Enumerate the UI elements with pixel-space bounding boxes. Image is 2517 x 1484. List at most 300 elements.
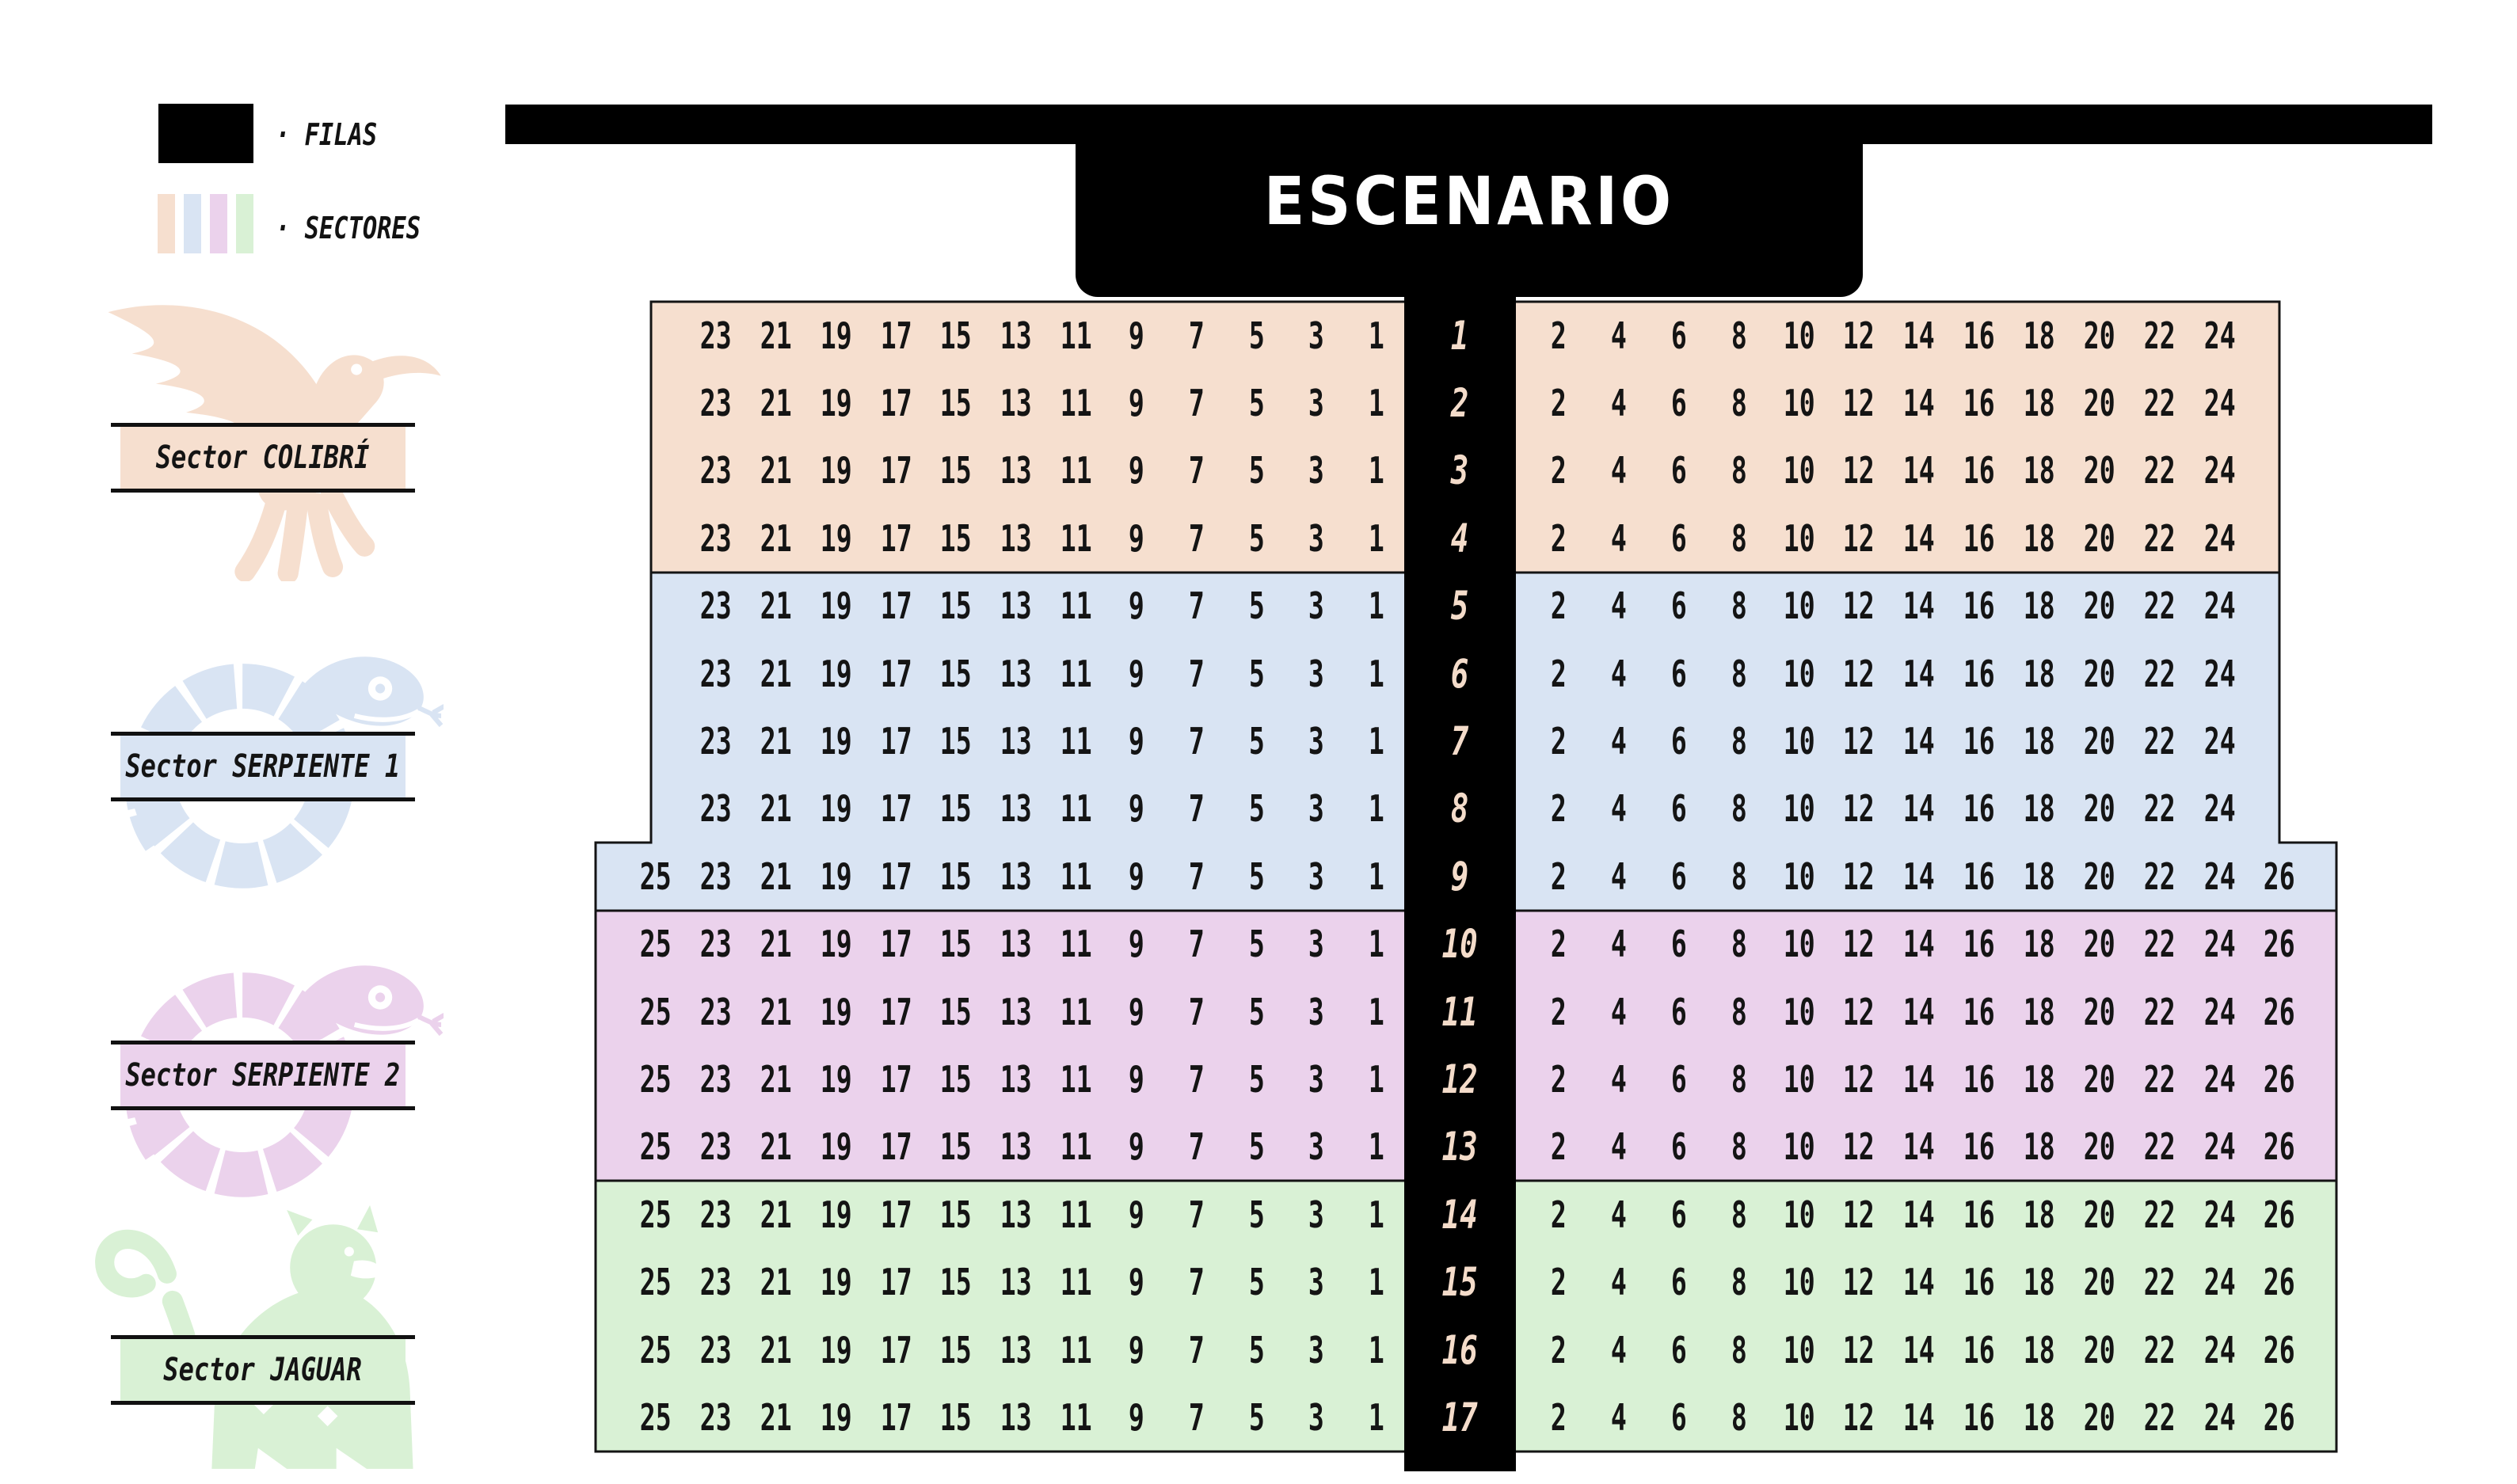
seat-cell (1046, 978, 1106, 1045)
seat-cell (1106, 504, 1167, 572)
seat-cell (1949, 437, 2009, 504)
seat-cell (986, 1383, 1046, 1451)
seat-number: 4 (1610, 382, 1627, 425)
seat-number: 14 (1903, 382, 1935, 425)
seat-number: 25 (639, 1125, 672, 1169)
seat-cell (1589, 640, 1649, 707)
seat-number: 3 (1308, 314, 1325, 357)
seat-number: 8 (1731, 923, 1747, 966)
seat-number: 13 (1000, 449, 1032, 493)
seat-cell (866, 369, 926, 436)
seat-cell (986, 911, 1046, 978)
seat-number: 25 (639, 1193, 672, 1236)
seat-cell (1046, 843, 1106, 910)
seat-number: 2 (1550, 990, 1567, 1033)
seat-cell (1589, 843, 1649, 910)
seat-cell (2129, 707, 2189, 774)
seat-number: 5 (1248, 584, 1265, 628)
seat-number: 17 (880, 990, 912, 1033)
seat-cell (1046, 775, 1106, 843)
seat-cell (926, 978, 986, 1045)
seat-cell (866, 640, 926, 707)
seat-cell (2189, 369, 2249, 436)
seat-cell (1167, 302, 1227, 369)
seat-cells-right (1529, 504, 2309, 572)
seat-number: 23 (699, 449, 732, 493)
seat-cells-right (1529, 1113, 2309, 1181)
seat-cell (1346, 504, 1407, 572)
seat-cell (1346, 978, 1407, 1045)
seat-number: 12 (1843, 652, 1875, 695)
seat-cell (986, 640, 1046, 707)
seat-cell (806, 707, 866, 774)
seat-number: 21 (760, 449, 792, 493)
seat-number: 14 (1903, 1328, 1935, 1372)
seat-number: 5 (1248, 652, 1265, 695)
seat-cell (806, 504, 866, 572)
seat-cell (1829, 1249, 1889, 1316)
seat-cell (806, 775, 866, 843)
seat-cell (1529, 707, 1589, 774)
seat-cell (1286, 369, 1346, 436)
seat-number: 20 (2083, 516, 2115, 560)
seat-number: 13 (1000, 1261, 1032, 1304)
seat-cells-right (1529, 1316, 2309, 1383)
seat-cells-right (1529, 1181, 2309, 1248)
seat-number: 12 (1843, 1193, 1875, 1236)
seat-number: 7 (1188, 1396, 1205, 1440)
seat-cell (1709, 843, 1769, 910)
seat-cell (2249, 1316, 2309, 1383)
seat-number: 25 (639, 1328, 672, 1372)
seat-number: 10 (1783, 584, 1815, 628)
seat-cell (1106, 1181, 1167, 1248)
seat-number: 24 (2203, 787, 2236, 831)
seat-cell (806, 640, 866, 707)
seat-number: 12 (1843, 923, 1875, 966)
seat-number: 23 (699, 1193, 732, 1236)
seat-cell (1769, 504, 1829, 572)
seat-cells-left (626, 1045, 1407, 1113)
seat-cell (1346, 369, 1407, 436)
row-number-cell (1404, 573, 1516, 640)
seat-number: 20 (2083, 854, 2115, 898)
seat-cell (806, 911, 866, 978)
seat-number: 10 (1783, 923, 1815, 966)
seat-cell (746, 504, 806, 572)
seat-number: 21 (760, 1396, 792, 1440)
seat-row (0, 640, 2517, 707)
seat-number: 11 (1060, 854, 1092, 898)
seat-cell (2070, 302, 2130, 369)
row-number-cell (1404, 1113, 1516, 1181)
seat-number: 8 (1731, 516, 1747, 560)
seat-number: 6 (1670, 990, 1687, 1033)
seat-cell (1949, 843, 2009, 910)
seat-cell (926, 775, 986, 843)
seat-cell (2249, 302, 2309, 369)
seat-row (0, 1113, 2517, 1181)
seat-cells-left (626, 1113, 1407, 1181)
seat-number: 17 (880, 923, 912, 966)
seat-number: 1 (1369, 1396, 1385, 1440)
seat-cell (2009, 437, 2070, 504)
seat-number: 17 (880, 1396, 912, 1440)
row-number: 15 (1441, 1259, 1479, 1306)
seat-cell (1286, 1316, 1346, 1383)
seat-cell (1769, 1249, 1829, 1316)
seat-number: 17 (880, 516, 912, 560)
seat-cell (1769, 1113, 1829, 1181)
seat-number: 11 (1060, 584, 1092, 628)
seat-number: 21 (760, 1261, 792, 1304)
seat-number: 1 (1369, 314, 1385, 357)
seat-number: 9 (1128, 382, 1144, 425)
seat-cell (2009, 640, 2070, 707)
seat-number: 9 (1128, 1193, 1144, 1236)
seat-number: 18 (2023, 1058, 2055, 1102)
row-number: 6 (1451, 650, 1469, 697)
seat-number: 15 (940, 1261, 973, 1304)
seat-cell (1346, 1249, 1407, 1316)
seat-cell (1889, 369, 1949, 436)
seat-cell (746, 1383, 806, 1451)
seat-number: 12 (1843, 1058, 1875, 1102)
seat-cell (1167, 369, 1227, 436)
seat-number: 13 (1000, 314, 1032, 357)
seat-number: 14 (1903, 516, 1935, 560)
seat-number: 9 (1128, 787, 1144, 831)
seat-cell (2070, 1383, 2130, 1451)
seat-number: 6 (1670, 1193, 1687, 1236)
seat-cell (2189, 843, 2249, 910)
seat-cell (2129, 437, 2189, 504)
seat-cells-left (626, 1383, 1407, 1451)
seat-cell (1346, 843, 1407, 910)
seat-cell (1649, 1113, 1709, 1181)
seat-cell (1167, 1113, 1227, 1181)
seat-number: 25 (639, 1058, 672, 1102)
seat-cell (1949, 573, 2009, 640)
seat-cell (2129, 640, 2189, 707)
row-number-cell (1404, 640, 1516, 707)
seat-cell (1346, 1316, 1407, 1383)
seat-number: 7 (1188, 584, 1205, 628)
seat-cell (926, 504, 986, 572)
seat-cell (1046, 640, 1106, 707)
seat-cell (1889, 1113, 1949, 1181)
seat-number: 19 (820, 1125, 852, 1169)
row-number: 12 (1441, 1056, 1479, 1103)
seat-number: 18 (2023, 1396, 2055, 1440)
seat-number: 2 (1550, 1396, 1567, 1440)
seat-cell (1649, 1181, 1709, 1248)
seat-cells-left (626, 843, 1407, 910)
seat-number: 6 (1670, 449, 1687, 493)
seat-cell (1167, 1045, 1227, 1113)
seat-cell (2070, 1316, 2130, 1383)
seat-number: 7 (1188, 720, 1205, 763)
seat-cell (1829, 573, 1889, 640)
seat-number: 5 (1248, 314, 1265, 357)
seat-cell (1709, 978, 1769, 1045)
seat-number: 17 (880, 720, 912, 763)
seat-cell (1829, 437, 1889, 504)
seat-number: 5 (1248, 923, 1265, 966)
sector-label-text: Sector SERPIENTE 2 (125, 1057, 401, 1094)
seat-number: 12 (1843, 1261, 1875, 1304)
seat-cell (626, 843, 686, 910)
seat-cell (1046, 369, 1106, 436)
seat-number: 14 (1903, 584, 1935, 628)
seat-number: 20 (2083, 1328, 2115, 1372)
seat-cell (1829, 1045, 1889, 1113)
seat-number: 4 (1610, 1193, 1627, 1236)
seat-number: 24 (2203, 314, 2236, 357)
filas-label: · FILAS (276, 117, 378, 152)
row-number-cell (1404, 437, 1516, 504)
seat-cell (1649, 978, 1709, 1045)
seat-cell (1709, 504, 1769, 572)
seat-cell (2070, 707, 2130, 774)
seat-number: 17 (880, 854, 912, 898)
seat-number: 10 (1783, 1328, 1815, 1372)
seat-cell (1829, 1113, 1889, 1181)
seat-cell (1167, 707, 1227, 774)
seat-cells-left (626, 369, 1407, 436)
seat-cell (1949, 1045, 2009, 1113)
seat-row (0, 504, 2517, 572)
seat-cell (2249, 1181, 2309, 1248)
seat-cells-right (1529, 1249, 2309, 1316)
seat-number: 7 (1188, 990, 1205, 1033)
seat-cell (1949, 1249, 2009, 1316)
seat-number: 21 (760, 1328, 792, 1372)
seat-cell (866, 1181, 926, 1248)
seat-cell (866, 775, 926, 843)
seat-number: 18 (2023, 720, 2055, 763)
seat-cell (1829, 504, 1889, 572)
seat-number: 21 (760, 516, 792, 560)
seat-cell (1649, 504, 1709, 572)
seat-cell (1949, 911, 2009, 978)
seat-cell (1286, 1249, 1346, 1316)
seat-cell (986, 437, 1046, 504)
seat-cells-right (1529, 640, 2309, 707)
seat-cell (1226, 978, 1286, 1045)
seat-number: 16 (1963, 449, 1995, 493)
seat-cell (1106, 911, 1167, 978)
seat-cell (1589, 978, 1649, 1045)
seat-number: 13 (1000, 787, 1032, 831)
seat-number: 22 (2143, 314, 2176, 357)
seat-number: 13 (1000, 652, 1032, 695)
seat-number: 12 (1843, 314, 1875, 357)
seat-number: 24 (2203, 1058, 2236, 1102)
seat-number: 24 (2203, 1125, 2236, 1169)
seat-cell (1226, 1249, 1286, 1316)
seat-cell (1949, 1113, 2009, 1181)
row-number-cell (1404, 504, 1516, 572)
seat-cells-left (626, 640, 1407, 707)
seat-cell (866, 843, 926, 910)
seat-number: 11 (1060, 990, 1092, 1033)
seat-cell (986, 775, 1046, 843)
seat-cell (1889, 775, 1949, 843)
seat-cell (1286, 302, 1346, 369)
seat-number: 8 (1731, 382, 1747, 425)
seat-cell (806, 1181, 866, 1248)
seat-cell (1649, 843, 1709, 910)
seat-cell (2249, 640, 2309, 707)
seat-cell (1889, 911, 1949, 978)
seat-number: 14 (1903, 1125, 1935, 1169)
seat-number: 5 (1248, 720, 1265, 763)
seat-cell (686, 707, 746, 774)
seat-row (0, 302, 2517, 369)
seat-number: 3 (1308, 787, 1325, 831)
seat-number: 20 (2083, 449, 2115, 493)
seat-cell (1829, 707, 1889, 774)
seat-number: 10 (1783, 1058, 1815, 1102)
seat-number: 15 (940, 314, 973, 357)
seat-cell (2070, 1113, 2130, 1181)
seat-number: 10 (1783, 990, 1815, 1033)
seat-number: 6 (1670, 854, 1687, 898)
seat-number: 4 (1610, 720, 1627, 763)
seat-cell (1889, 1383, 1949, 1451)
seat-number: 19 (820, 449, 852, 493)
seat-cell (986, 1113, 1046, 1181)
seat-cell (1589, 437, 1649, 504)
seat-cell (1889, 1249, 1949, 1316)
seat-cell (926, 573, 986, 640)
row-number: 11 (1441, 988, 1479, 1035)
seat-number: 11 (1060, 1328, 1092, 1372)
seat-number: 10 (1783, 652, 1815, 695)
seat-cell (1589, 573, 1649, 640)
seat-number: 9 (1128, 1396, 1144, 1440)
seat-cell (1589, 911, 1649, 978)
seat-cell (986, 978, 1046, 1045)
seat-cell (626, 1249, 686, 1316)
seat-cell (1709, 1249, 1769, 1316)
seat-cell (626, 369, 686, 436)
seat-number: 9 (1128, 1328, 1144, 1372)
seat-number: 5 (1248, 382, 1265, 425)
seat-cell (2189, 1383, 2249, 1451)
seat-cell (2189, 775, 2249, 843)
seat-number: 14 (1903, 314, 1935, 357)
seat-number: 7 (1188, 449, 1205, 493)
seat-cell (2129, 504, 2189, 572)
seat-number: 8 (1731, 584, 1747, 628)
seat-cell (986, 302, 1046, 369)
seat-number: 5 (1248, 1058, 1265, 1102)
seat-number: 15 (940, 584, 973, 628)
seat-cell (2070, 573, 2130, 640)
seat-number: 3 (1308, 1193, 1325, 1236)
seat-cell (1949, 302, 2009, 369)
seat-number: 22 (2143, 1261, 2176, 1304)
seat-number: 22 (2143, 720, 2176, 763)
seat-cell (2249, 978, 2309, 1045)
seat-number: 5 (1248, 854, 1265, 898)
seat-cell (686, 978, 746, 1045)
seat-cell (2070, 911, 2130, 978)
seat-number: 3 (1308, 854, 1325, 898)
row-number-cell (1404, 1181, 1516, 1248)
seat-cell (1949, 1181, 2009, 1248)
seat-number: 15 (940, 854, 973, 898)
seat-number: 23 (699, 1125, 732, 1169)
seat-number: 23 (699, 923, 732, 966)
seat-cell (626, 707, 686, 774)
seat-number: 14 (1903, 787, 1935, 831)
seat-cell (2009, 1113, 2070, 1181)
seat-number: 9 (1128, 720, 1144, 763)
seat-cell (1769, 911, 1829, 978)
seat-cell (2009, 573, 2070, 640)
seat-cell (926, 369, 986, 436)
seat-cell (926, 640, 986, 707)
seat-row (0, 1249, 2517, 1316)
seat-number: 22 (2143, 1058, 2176, 1102)
seat-cell (1589, 1316, 1649, 1383)
seat-row (0, 911, 2517, 978)
seat-cell (1709, 1316, 1769, 1383)
seat-cell (1649, 369, 1709, 436)
seat-number: 10 (1783, 787, 1815, 831)
seat-number: 11 (1060, 449, 1092, 493)
seat-cell (1709, 640, 1769, 707)
seat-cell (1046, 504, 1106, 572)
seat-cell (1226, 437, 1286, 504)
seat-cell (1167, 978, 1227, 1045)
seat-cells-left (626, 573, 1407, 640)
seat-cell (2249, 504, 2309, 572)
seat-number: 12 (1843, 990, 1875, 1033)
seat-number: 14 (1903, 923, 1935, 966)
seat-cell (2249, 1113, 2309, 1181)
seat-number: 19 (820, 1396, 852, 1440)
seat-cell (806, 302, 866, 369)
seat-cell (1649, 1316, 1709, 1383)
seat-cell (926, 911, 986, 978)
seat-cell (626, 1113, 686, 1181)
seat-cell (626, 573, 686, 640)
sector-label-text: Sector COLIBRÍ (156, 439, 370, 476)
seat-number: 4 (1610, 1396, 1627, 1440)
seat-cell (806, 1113, 866, 1181)
seat-cell (1709, 437, 1769, 504)
row-number-cell (1404, 369, 1516, 436)
seat-cell (1769, 437, 1829, 504)
seat-number: 18 (2023, 923, 2055, 966)
seat-cell (1226, 1316, 1286, 1383)
seat-cell (2009, 1045, 2070, 1113)
seat-cell (1167, 843, 1227, 910)
seat-cell (2129, 775, 2189, 843)
seat-number: 22 (2143, 652, 2176, 695)
seat-cell (1106, 1045, 1167, 1113)
seat-cell (626, 978, 686, 1045)
seat-number: 20 (2083, 314, 2115, 357)
seat-cell (2189, 978, 2249, 1045)
seat-cell (1649, 1383, 1709, 1451)
seat-cells-left (626, 978, 1407, 1045)
seat-cell (686, 504, 746, 572)
